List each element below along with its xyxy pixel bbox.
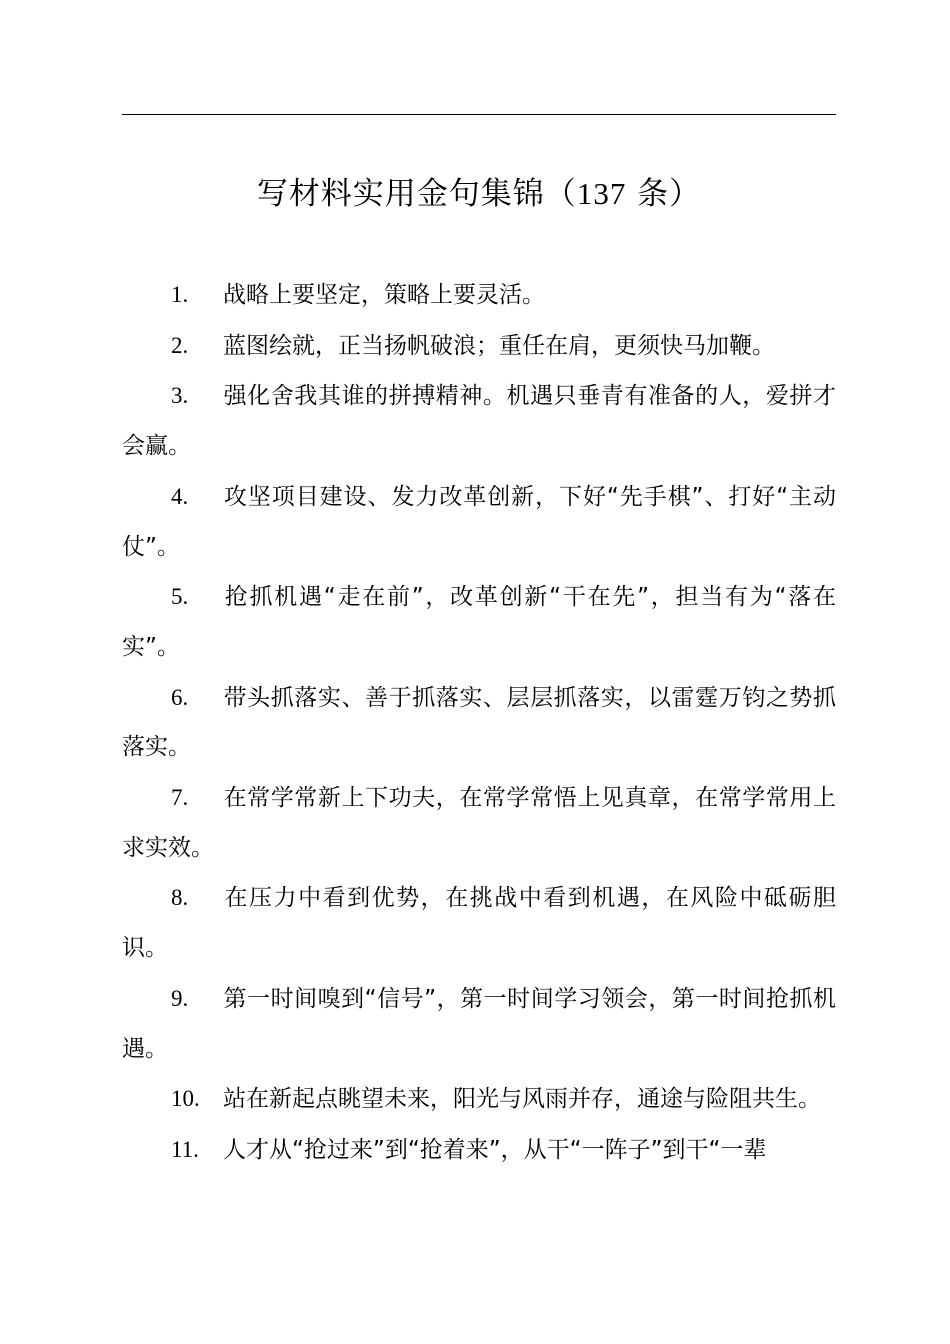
item-text: 第一时间嗅到“信号”，第一时间学习领会，第一时间抢抓机遇。 bbox=[122, 985, 836, 1062]
item-number: 8. bbox=[171, 885, 189, 911]
item-text: 攻坚项目建设、发力改革创新，下好“先手棋”、打好“主动仗”。 bbox=[122, 483, 836, 560]
item-number: 1. bbox=[171, 282, 189, 307]
item-number: 2. bbox=[171, 332, 189, 358]
list-item bbox=[122, 1125, 836, 1176]
list-item bbox=[122, 673, 836, 773]
list-item bbox=[122, 371, 836, 471]
item-number: 4. bbox=[171, 483, 189, 509]
list-item bbox=[122, 270, 836, 321]
list-item bbox=[122, 472, 836, 572]
item-text: 蓝图绘就，正当扬帆破浪；重任在肩，更须快马加鞭。 bbox=[223, 332, 775, 359]
item-text: 人才从“抢过来”到“抢着来”，从干“一阵子”到干“一辈 bbox=[223, 1136, 767, 1163]
list-item bbox=[122, 773, 836, 873]
list-item bbox=[122, 873, 836, 973]
list-item bbox=[122, 1074, 836, 1125]
item-number: 3. bbox=[171, 383, 189, 409]
item-text: 在常学常新上下功夫，在常学常悟上见真章，在常学常用上求实效。 bbox=[122, 785, 836, 861]
item-number: 11. bbox=[171, 1136, 199, 1162]
title-suffix: 条） bbox=[626, 176, 702, 212]
title-prefix: 写材料实用金句集锦（ bbox=[256, 176, 577, 212]
title-number: 137 bbox=[576, 176, 627, 211]
item-number: 6. bbox=[171, 684, 189, 710]
quote-list bbox=[122, 270, 836, 1176]
item-number: 10. bbox=[171, 1086, 200, 1112]
item-text: 强化舍我其谁的拼搏精神。机遇只垂青有准备的人，爱拼才会赢。 bbox=[122, 383, 836, 460]
header-rule bbox=[122, 114, 836, 115]
item-number: 7. bbox=[171, 785, 189, 811]
item-text: 战略上要坚定，策略上要灵活。 bbox=[223, 282, 545, 308]
item-text: 在压力中看到优势，在挑战中看到机遇，在风险中砥砺胆识。 bbox=[122, 885, 836, 962]
document-title bbox=[122, 170, 836, 218]
item-text: 站在新起点眺望未来，阳光与风雨并存，通途与险阻共生。 bbox=[223, 1086, 821, 1113]
item-number: 9. bbox=[171, 985, 189, 1011]
list-item bbox=[122, 974, 836, 1074]
item-text: 带头抓落实、善于抓落实、层层抓落实，以雷霆万钧之势抓落实。 bbox=[122, 684, 836, 761]
item-number: 5. bbox=[171, 584, 189, 610]
list-item bbox=[122, 572, 836, 672]
item-text: 抢抓机遇“走在前”，改革创新“干在先”，担当有为“落在实”。 bbox=[122, 584, 836, 660]
list-item bbox=[122, 321, 836, 372]
